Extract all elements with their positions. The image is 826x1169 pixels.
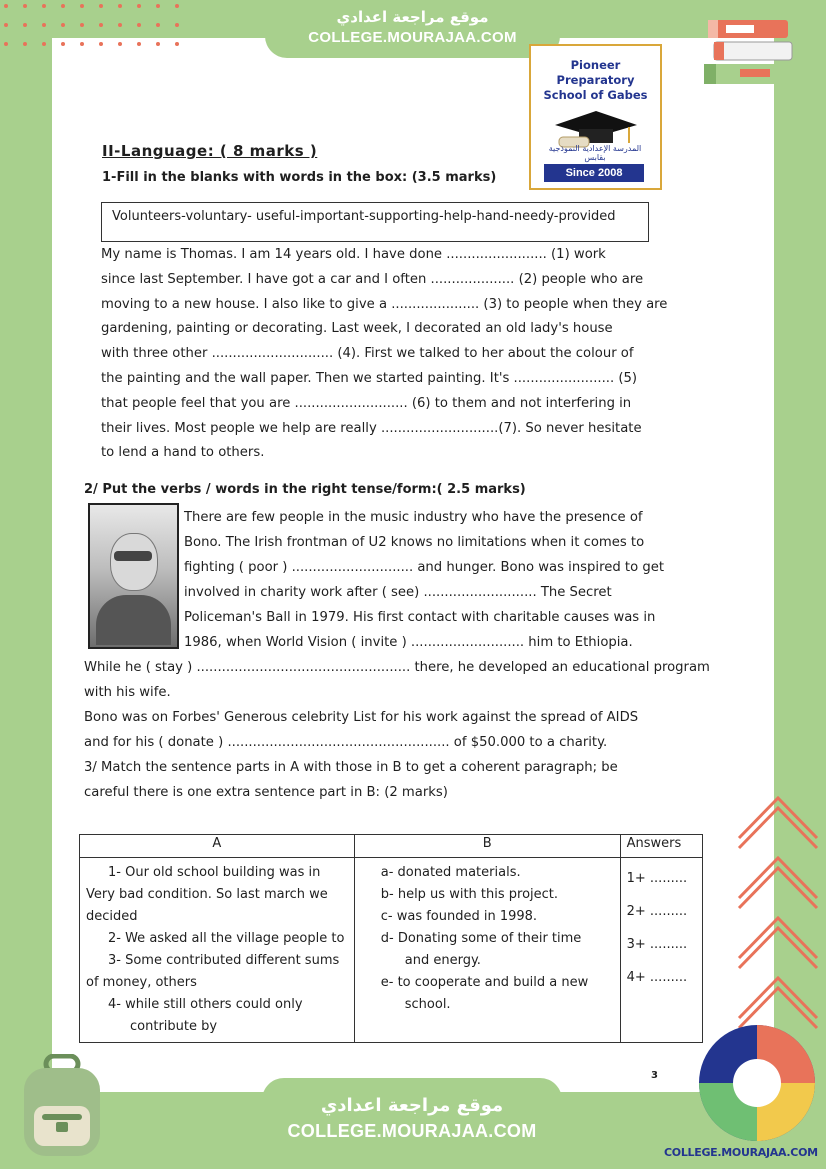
decorative-dot bbox=[175, 4, 179, 8]
header-a: A bbox=[80, 835, 355, 858]
school-name-line2: School of Gabes bbox=[543, 88, 648, 102]
photo-body bbox=[96, 595, 171, 645]
decorative-dot bbox=[80, 23, 84, 27]
q2-line: Policeman's Ball in 1979. His first contact with charitable causes was in bbox=[184, 610, 656, 625]
bottom-banner[interactable] bbox=[262, 1078, 562, 1169]
b-item: school. bbox=[404, 997, 451, 1012]
answer-slot[interactable]: 4+ ......... bbox=[626, 970, 688, 985]
section-heading: II-Language: ( 8 marks ) bbox=[102, 142, 318, 160]
chevron-up-decoration-icon bbox=[735, 790, 821, 1040]
q2-paragraph-beside-photo bbox=[184, 505, 684, 655]
q2-paragraph-full bbox=[84, 655, 710, 805]
q1-line: the painting and the wall paper. Then we started painting. It's ........................ (5) bbox=[101, 370, 638, 386]
decorative-dot bbox=[42, 23, 46, 27]
q2-line: with his wife. bbox=[84, 685, 171, 700]
a-item: 2- We asked all the village people to bbox=[108, 931, 345, 946]
q1-line: gardening, painting or decorating. Last week, I decorated an old lady's house bbox=[101, 321, 613, 337]
decorative-dot bbox=[4, 42, 8, 46]
a-item: 4- while still others could only bbox=[108, 997, 303, 1012]
q1-line: to lend a hand to others. bbox=[101, 445, 265, 461]
backpack-icon bbox=[16, 1054, 108, 1158]
school-name-line1: Pioneer Preparatory bbox=[556, 58, 635, 87]
decorative-dot bbox=[23, 4, 27, 8]
q2-line: and for his ( donate ) ..................................................... of $50.000 to a charity. bbox=[84, 735, 608, 750]
decorative-dot bbox=[156, 23, 160, 27]
top-banner[interactable] bbox=[265, 0, 560, 58]
q2-line: Bono was on Forbes' Generous celebrity List for his work against the spread of AIDS bbox=[84, 710, 639, 725]
b-item: a- donated materials. bbox=[380, 865, 521, 880]
header-b: B bbox=[354, 835, 620, 858]
banner-url[interactable]: COLLEGE.MOURAJAA.COM bbox=[287, 1121, 537, 1141]
q3-instruction-line2: careful there is one extra sentence part in B: (2 marks) bbox=[84, 785, 448, 800]
column-b-cell bbox=[354, 858, 620, 1043]
q1-line: their lives. Most people we help are really ............................(7). So never hesitate bbox=[101, 420, 642, 436]
decorative-dot bbox=[118, 42, 122, 46]
a-item: decided bbox=[86, 909, 138, 924]
decorative-dot bbox=[80, 42, 84, 46]
q2-line: While he ( stay ) ................................................... there, he developed an educational program bbox=[84, 660, 710, 675]
b-item: c- was founded in 1998. bbox=[380, 909, 538, 924]
answers-cell[interactable] bbox=[620, 858, 702, 1043]
decorative-dot bbox=[61, 4, 65, 8]
decorative-dot bbox=[137, 4, 141, 8]
decorative-dot bbox=[4, 4, 8, 8]
banner-arabic-text: موقع مراجعة اعدادي bbox=[336, 8, 489, 26]
q1-line: moving to a new house. I also like to give a ..................... (3) to people when they are bbox=[101, 296, 668, 312]
decorative-dot bbox=[175, 23, 179, 27]
decorative-dot bbox=[118, 23, 122, 27]
b-item: e- to cooperate and build a new bbox=[380, 975, 589, 990]
banner-arabic-text: موقع مراجعة اعدادي bbox=[320, 1095, 504, 1116]
q1-line: with three other ............................. (4). First we talked to her about the colour of bbox=[101, 346, 634, 362]
decorative-dots bbox=[4, 4, 204, 54]
books-stack-icon bbox=[700, 12, 800, 94]
answer-slot[interactable]: 1+ ......... bbox=[626, 871, 688, 886]
decorative-dot bbox=[42, 4, 46, 8]
school-since-badge: Since 2008 bbox=[544, 164, 644, 182]
photo-glasses bbox=[114, 551, 152, 561]
table-row bbox=[80, 858, 703, 1043]
decorative-dot bbox=[99, 23, 103, 27]
page-number: 3 bbox=[651, 1070, 658, 1081]
q1-line: since last September. I have got a car and I often .................... (2) people who are bbox=[101, 271, 644, 287]
q2-line: There are few people in the music industry who have the presence of bbox=[184, 510, 643, 525]
decorative-dot bbox=[61, 42, 65, 46]
a-item: 3- Some contributed different sums bbox=[108, 953, 340, 968]
q3-instruction-line1: 3/ Match the sentence parts in A with those in B to get a coherent paragraph; be bbox=[84, 760, 618, 775]
decorative-dot bbox=[23, 42, 27, 46]
school-arabic-seal: المدرسة الإعدادية النموذجية بقابس bbox=[548, 144, 642, 162]
b-item: b- help us with this project. bbox=[380, 887, 559, 902]
column-a-cell bbox=[80, 858, 355, 1043]
q1-line: that people feel that you are ........................... (6) to them and not interfering in bbox=[101, 395, 632, 411]
a-item: Very bad condition. So last march we bbox=[86, 887, 328, 902]
q2-line: involved in charity work after ( see) ........................... The Secret bbox=[184, 585, 612, 600]
header-answers: Answers bbox=[620, 835, 702, 858]
decorative-dot bbox=[23, 23, 27, 27]
a-item: of money, others bbox=[86, 975, 197, 990]
decorative-dot bbox=[156, 42, 160, 46]
answer-slot[interactable]: 3+ ......... bbox=[626, 937, 688, 952]
decorative-dot bbox=[80, 4, 84, 8]
bono-photo bbox=[88, 503, 179, 649]
q2-line: fighting ( poor ) ............................. and hunger. Bono was inspired to get bbox=[184, 560, 664, 575]
q1-paragraph bbox=[101, 243, 668, 466]
decorative-dot bbox=[99, 4, 103, 8]
decorative-dot bbox=[99, 42, 103, 46]
banner-url[interactable]: COLLEGE.MOURAJAA.COM bbox=[308, 29, 517, 46]
matching-table bbox=[79, 834, 703, 1043]
b-item: d- Donating some of their time bbox=[380, 931, 582, 946]
a-item: contribute by bbox=[130, 1019, 218, 1034]
decorative-dot bbox=[175, 42, 179, 46]
photo-face bbox=[110, 533, 158, 591]
footer-brand-url[interactable]: COLLEGE.MOURAJAA.COM bbox=[664, 1146, 818, 1159]
q1-line: My name is Thomas. I am 14 years old. I have done ........................ (1) work bbox=[101, 247, 606, 262]
b-item: and energy. bbox=[404, 953, 481, 968]
answer-slot[interactable]: 2+ ......... bbox=[626, 904, 688, 919]
word-box: Volunteers-voluntary- useful-important-supporting-help-hand-needy-provided bbox=[101, 202, 649, 242]
q2-line: 1986, when World Vision ( invite ) ........................... him to Ethiopia. bbox=[184, 635, 633, 650]
decorative-dot bbox=[137, 42, 141, 46]
school-logo bbox=[529, 44, 662, 190]
decorative-dot bbox=[137, 23, 141, 27]
decorative-dot bbox=[156, 4, 160, 8]
table-header-row bbox=[80, 835, 703, 858]
decorative-dot bbox=[61, 23, 65, 27]
school-subjects-circle-icon bbox=[696, 1022, 818, 1144]
decorative-dot bbox=[4, 23, 8, 27]
q2-line: Bono. The Irish frontman of U2 knows no limitations when it comes to bbox=[184, 535, 645, 550]
q2-instruction: 2/ Put the verbs / words in the right tense/form:( 2.5 marks) bbox=[84, 482, 526, 497]
q1-instruction: 1-Fill in the blanks with words in the box: (3.5 marks) bbox=[102, 170, 497, 185]
a-item: 1- Our old school building was in bbox=[108, 865, 321, 880]
decorative-dot bbox=[118, 4, 122, 8]
decorative-dot bbox=[42, 42, 46, 46]
